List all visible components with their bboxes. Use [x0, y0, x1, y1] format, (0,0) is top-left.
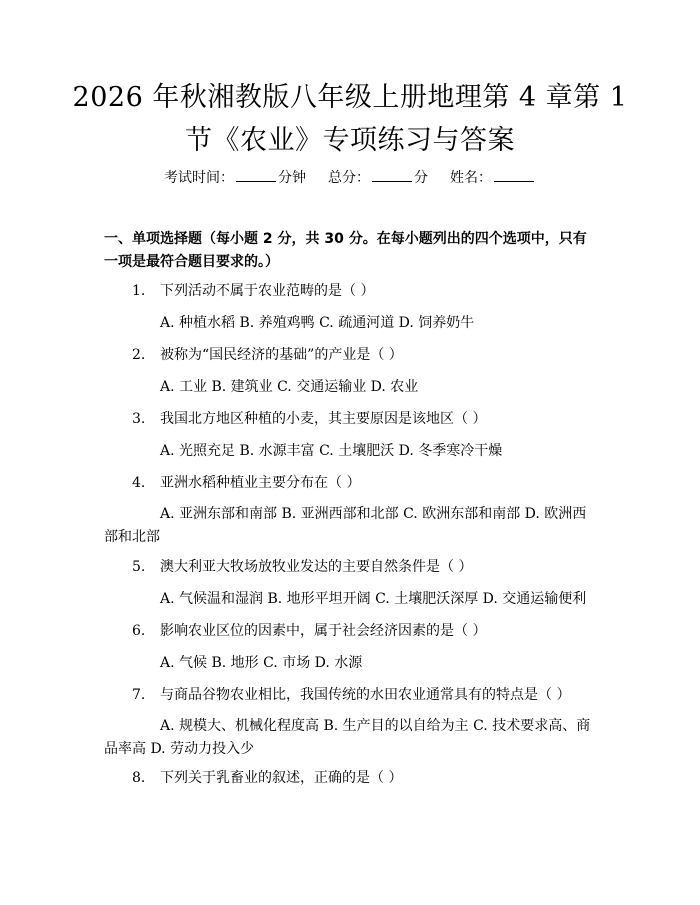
question-text: 与商品谷物农业相比，我国传统的水田农业通常具有的特点是（ ） — [160, 687, 571, 703]
section-heading: 一、单项选择题（每小题 2 分，共 30 分。在每小题列出的四个选项中，只有一项是最符合题目要求的。） — [104, 231, 587, 270]
question-number: 1. — [132, 283, 146, 299]
document-title-line1: 2026 年秋湘教版八年级上册地理第 4 章第 1 — [72, 82, 628, 113]
question-number: 7. — [132, 687, 146, 703]
question-text: 影响农业区位的因素中，属于社会经济因素的是（ ） — [160, 623, 487, 639]
question-text: 亚洲水稻种植业主要分布在（ ） — [160, 475, 361, 491]
question-text: 下列关于乳畜业的叙述，正确的是（ ） — [160, 770, 403, 786]
score-blank — [372, 168, 412, 182]
time-unit: 分钟 — [278, 170, 306, 186]
exam-info — [0, 168, 700, 188]
name-blank — [494, 168, 534, 182]
question-text: 被称为“国民经济的基础”的产业是（ ） — [160, 347, 403, 363]
time-blank — [236, 168, 276, 182]
question-text: 澳大利亚大牧场放牧业发达的主要自然条件是（ ） — [160, 559, 473, 575]
question-6-options: A. 气候 B. 地形 C. 市场 D. 水源 — [160, 655, 363, 671]
question-number: 6. — [132, 623, 146, 639]
question-number: 8. — [132, 770, 146, 786]
question-2-options: A. 工业 B. 建筑业 C. 交通运输业 D. 农业 — [160, 379, 419, 395]
question-5-options: A. 气候温和湿润 B. 地形平坦开阔 C. 土壤肥沃深厚 D. 交通运输便利 — [160, 591, 587, 607]
question-number: 4. — [132, 475, 146, 491]
document-title-line2: 节《农业》专项练习与答案 — [185, 125, 515, 156]
score-label: 总分： — [328, 170, 370, 186]
question-3-options: A. 光照充足 B. 水源丰富 C. 土壤肥沃 D. 冬季寒冷干燥 — [160, 443, 503, 459]
question-1-options: A. 种植水稻 B. 养殖鸡鸭 C. 疏通河道 D. 饲养奶牛 — [160, 315, 475, 331]
question-4-options: A. 亚洲东部和南部 B. 亚洲西部和北部 C. 欧洲东部和南部 D. 欧洲西部和北部 — [104, 506, 587, 545]
question-7-options: A. 规模大、机械化程度高 B. 生产目的以自给为主 C. 技术要求高、商品率高 D. 劳动力投入少 — [104, 718, 591, 757]
question-number: 2. — [132, 347, 146, 363]
question-text: 下列活动不属于农业范畴的是（ ） — [160, 283, 375, 299]
time-label: 考试时间： — [164, 170, 234, 186]
question-number: 5. — [132, 559, 146, 575]
name-label: 姓名： — [450, 170, 492, 186]
score-unit: 分 — [414, 170, 428, 186]
question-number: 3. — [132, 411, 146, 427]
question-text: 我国北方地区种植的小麦，其主要原因是该地区（ ） — [160, 411, 487, 427]
